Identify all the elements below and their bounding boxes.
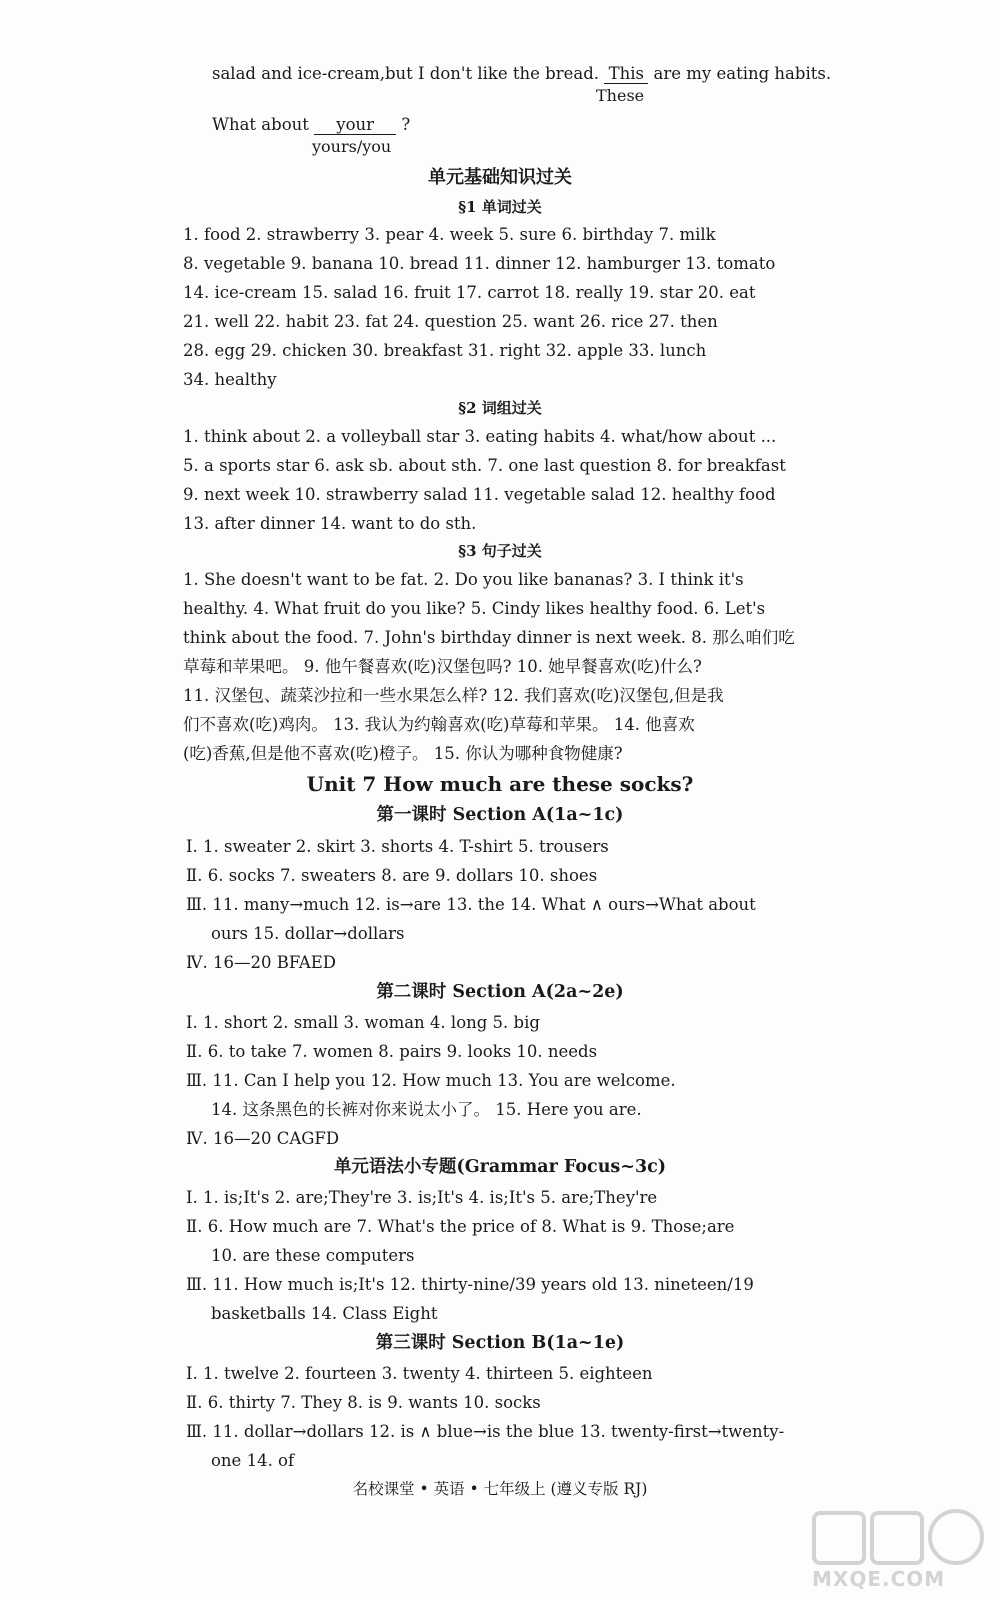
s1-line: 28. egg 29. chicken 30. breakfast 31. right 32. apple 33. lunch — [183, 341, 707, 360]
s3-line: 11. 汉堡包、蔬菜沙拉和一些水果怎么样? 12. 我们喜欢(吃)汉堡包,但是我 — [183, 686, 724, 705]
lesson3-line: Ⅰ. 1. twelve 2. fourteen 3. twenty 4. thirteen 5. eighteen — [186, 1364, 653, 1383]
blank-1-answer: This — [604, 66, 648, 84]
section-2-title: §2 词组过关 — [458, 399, 542, 417]
grammar-title: 单元语法小专题(Grammar Focus~3c) — [333, 1157, 667, 1177]
lesson1-line: Ⅱ. 6. socks 7. sweaters 8. are 9. dollars 10. shoes — [186, 866, 598, 885]
watermark-box-icon — [870, 1511, 924, 1565]
page-footer: 名校课堂 • 英语 • 七年级上 (遵义专版 RJ) — [352, 1480, 648, 1498]
watermark-text: MXQE.COM — [812, 1567, 946, 1591]
s2-line: 1. think about 2. a volleyball star 3. eating habits 4. what/how about ... — [183, 427, 777, 446]
lesson1-line: Ⅲ. 11. many→much 12. is→are 13. the 14. What ∧ ours→What about — [186, 895, 756, 914]
lesson2-line: Ⅲ. 11. Can I help you 12. How much 13. You are welcome. — [186, 1071, 676, 1090]
section-3-title: §3 句子过关 — [458, 542, 542, 560]
s2-line: 5. a sports star 6. ask sb. about sth. 7. one last question 8. for breakfast — [183, 456, 786, 475]
lesson-2-title: 第二课时 Section A(2a~2e) — [376, 982, 624, 1002]
grammar-line: basketballs 14. Class Eight — [211, 1304, 438, 1323]
lesson2-line: 14. 这条黑色的长裤对你来说太小了。 15. Here you are. — [211, 1100, 642, 1119]
s3-line: 们不喜欢(吃)鸡肉。 13. 我认为约翰喜欢(吃)草莓和苹果。 14. 他喜欢 — [183, 715, 695, 734]
lesson3-line: Ⅱ. 6. thirty 7. They 8. is 9. wants 10. socks — [186, 1393, 541, 1412]
s3-line: healthy. 4. What fruit do you like? 5. Cindy likes healthy food. 6. Let's — [183, 599, 766, 618]
lesson3-line: one 14. of — [211, 1451, 295, 1470]
lesson-3-title: 第三课时 Section B(1a~1e) — [375, 1333, 625, 1353]
s1-line: 8. vegetable 9. banana 10. bread 11. dinner 12. hamburger 13. tomato — [183, 254, 776, 273]
s2-line: 9. next week 10. strawberry salad 11. vegetable salad 12. healthy food — [183, 485, 776, 504]
grammar-line: Ⅰ. 1. is;It's 2. are;They're 3. is;It's 4. is;It's 5. are;They're — [186, 1188, 658, 1207]
s3-line: think about the food. 7. John's birthday dinner is next week. 8. 那么咱们吃 — [183, 628, 795, 647]
lesson3-line: Ⅲ. 11. dollar→dollars 12. is ∧ blue→is the blue 13. twenty-first→twenty- — [186, 1422, 785, 1441]
review-title: 单元基础知识过关 — [428, 167, 572, 188]
blank-2-alt-answer: yours/you — [312, 137, 392, 156]
unit-title: Unit 7 How much are these socks? — [306, 772, 694, 796]
lesson1-line: Ⅰ. 1. sweater 2. skirt 3. shorts 4. T-shirt 5. trousers — [186, 837, 609, 856]
intro-line-2-end: ? — [401, 115, 411, 134]
s3-line: 草莓和苹果吧。 9. 他午餐喜欢(吃)汉堡包吗? 10. 她早餐喜欢(吃)什么? — [183, 657, 702, 676]
section-1-title: §1 单词过关 — [458, 198, 542, 216]
grammar-line: Ⅲ. 11. How much is;It's 12. thirty-nine/39 years old 13. nineteen/19 — [186, 1275, 754, 1294]
grammar-line: 10. are these computers — [211, 1246, 415, 1265]
blank-1-alt-answer: These — [596, 86, 645, 105]
watermark-circle-icon — [928, 1509, 984, 1565]
s2-line: 13. after dinner 14. want to do sth. — [183, 514, 477, 533]
lesson1-line: ours 15. dollar→dollars — [211, 924, 405, 943]
intro-line-1-text: salad and ice-cream,but I don't like the bread. — [212, 64, 600, 83]
lesson2-line: Ⅰ. 1. short 2. small 3. woman 4. long 5. big — [186, 1013, 540, 1032]
s3-line: (吃)香蕉,但是他不喜欢(吃)橙子。 15. 你认为哪种食物健康? — [183, 744, 623, 763]
blank-2-answer: your — [314, 117, 396, 135]
intro-line-1 — [212, 66, 831, 84]
s1-line: 21. well 22. habit 23. fat 24. question 25. want 26. rice 27. then — [183, 312, 718, 331]
lesson2-line: Ⅳ. 16—20 CAGFD — [186, 1129, 340, 1148]
intro-line-1-end: are my eating habits. — [653, 64, 832, 83]
watermark-box-icon — [812, 1511, 866, 1565]
s1-line: 1. food 2. strawberry 3. pear 4. week 5. sure 6. birthday 7. milk — [183, 225, 716, 244]
intro-line-2 — [212, 117, 410, 135]
grammar-line: Ⅱ. 6. How much are 7. What's the price of 8. What is 9. Those;are — [186, 1217, 735, 1236]
intro-line-2-text: What about — [212, 115, 309, 134]
s1-line: 34. healthy — [183, 370, 277, 389]
s3-line: 1. She doesn't want to be fat. 2. Do you like bananas? 3. I think it's — [183, 570, 744, 589]
lesson1-line: Ⅳ. 16—20 BFAED — [186, 953, 337, 972]
lesson-1-title: 第一课时 Section A(1a~1c) — [376, 805, 624, 825]
s1-line: 14. ice-cream 15. salad 16. fruit 17. carrot 18. really 19. star 20. eat — [183, 283, 756, 302]
lesson2-line: Ⅱ. 6. to take 7. women 8. pairs 9. looks 10. needs — [186, 1042, 598, 1061]
watermark-logo — [812, 1507, 982, 1592]
